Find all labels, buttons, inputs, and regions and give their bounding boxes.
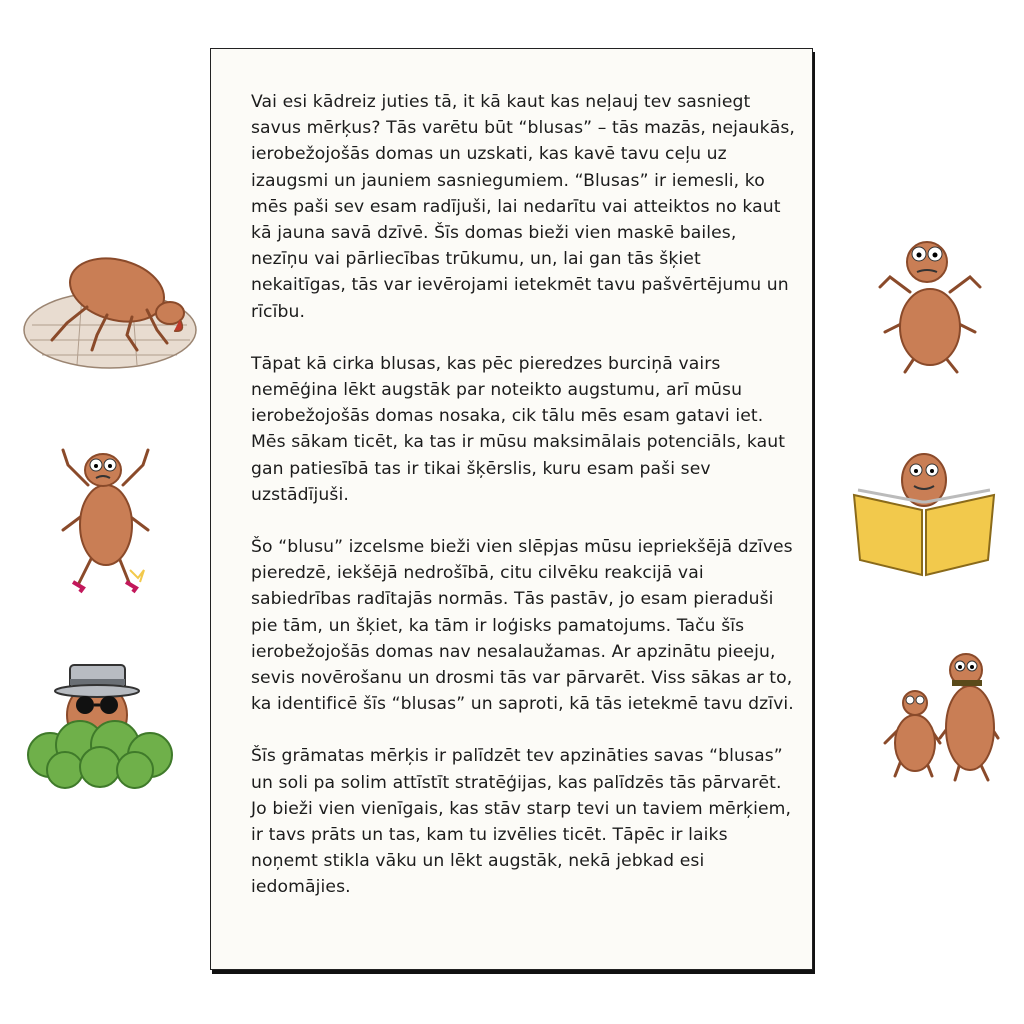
text-page: [210, 48, 813, 970]
shrugging-flea-illustration: [875, 232, 985, 377]
flea-on-floor-illustration: [22, 245, 197, 375]
paragraph-1: Vai esi kādreiz juties tā, it kā kaut kas neļauj tev sasniegt savus mērķus? Tās varētu būt “blusas” – tās mazās, nejaukās, ierobežojošās domas un uzskati, kas kavē tavu ceļu uz izaugsmi un jauniem sasniegumiem. “Blusas” ir iemesli, ko mēs paši sev esam radījuši, lai nedarītu vai atteiktos no kaut kā jauna savā dzīvē. Šīs domas bieži vien maskē bailes, nezīņu vai pārliecības trūkumu, un, lai gan tās šķiet nekaitīgas, tās var ievērojami ietekmēt tavu pašvērtējumu un rīcību.: [251, 92, 795, 322]
paragraph-4: Šīs grāmatas mērķis ir palīdzēt tev apzināties savas “blusas” un soli pa solim attīstīt stratēģijas, kas palīdzēs tās pārvarēt. Jo bieži vien vienīgais, kas stāv starp tevi un taviem mērķiem, ir tavs prāts un tas, kam tu izvēlies ticēt. Tāpēc ir laiks noņemt stikla vāku un lēkt augstāk, nekā jebkad esi iedomājies.: [251, 746, 792, 898]
two-fleas-illustration: [880, 648, 1000, 783]
paragraph-2: Tāpat kā cirka blusas, kas pēc pieredzes burciņā vairs nemēģina lēkt augstāk par noteikto augstumu, arī mūsu ierobežojošās domas nosaka, cik tālu mēs esam gatavi iet. Mēs sākam ticēt, ka tas ir mūsu maksimālais potenciāls, kaut gan patiesībā tas ir tikai šķērslis, kuru esam paši sev uzstādījuši.: [251, 353, 786, 505]
paragraph-3: Šo “blusu” izcelsme bieži vien slēpjas mūsu iepriekšējā dzīves pieredzē, iekšējā nedrošībā, citu cilvēku reakcijā vai sabiedrības radītajās normās. Tās pastāv, jo esam pieraduši pie tām, un šķiet, ka tām ir loģisks pamatojums. Taču šīs ierobežojošās domas nav nesalaužamas. Ar apzinātu pieeju, sevis novērošanu un drosmi tās var pārvarēt. Viss sākas ar to, ka identificē šīs “blusas” un saproti, kā tās ietekmē tavu dzīvi.: [251, 537, 794, 715]
flea-in-hat-bush-illustration: [25, 645, 180, 790]
scared-flea-illustration: [58, 430, 153, 595]
flea-reading-book-illustration: [850, 440, 998, 580]
body-text: [251, 89, 796, 927]
